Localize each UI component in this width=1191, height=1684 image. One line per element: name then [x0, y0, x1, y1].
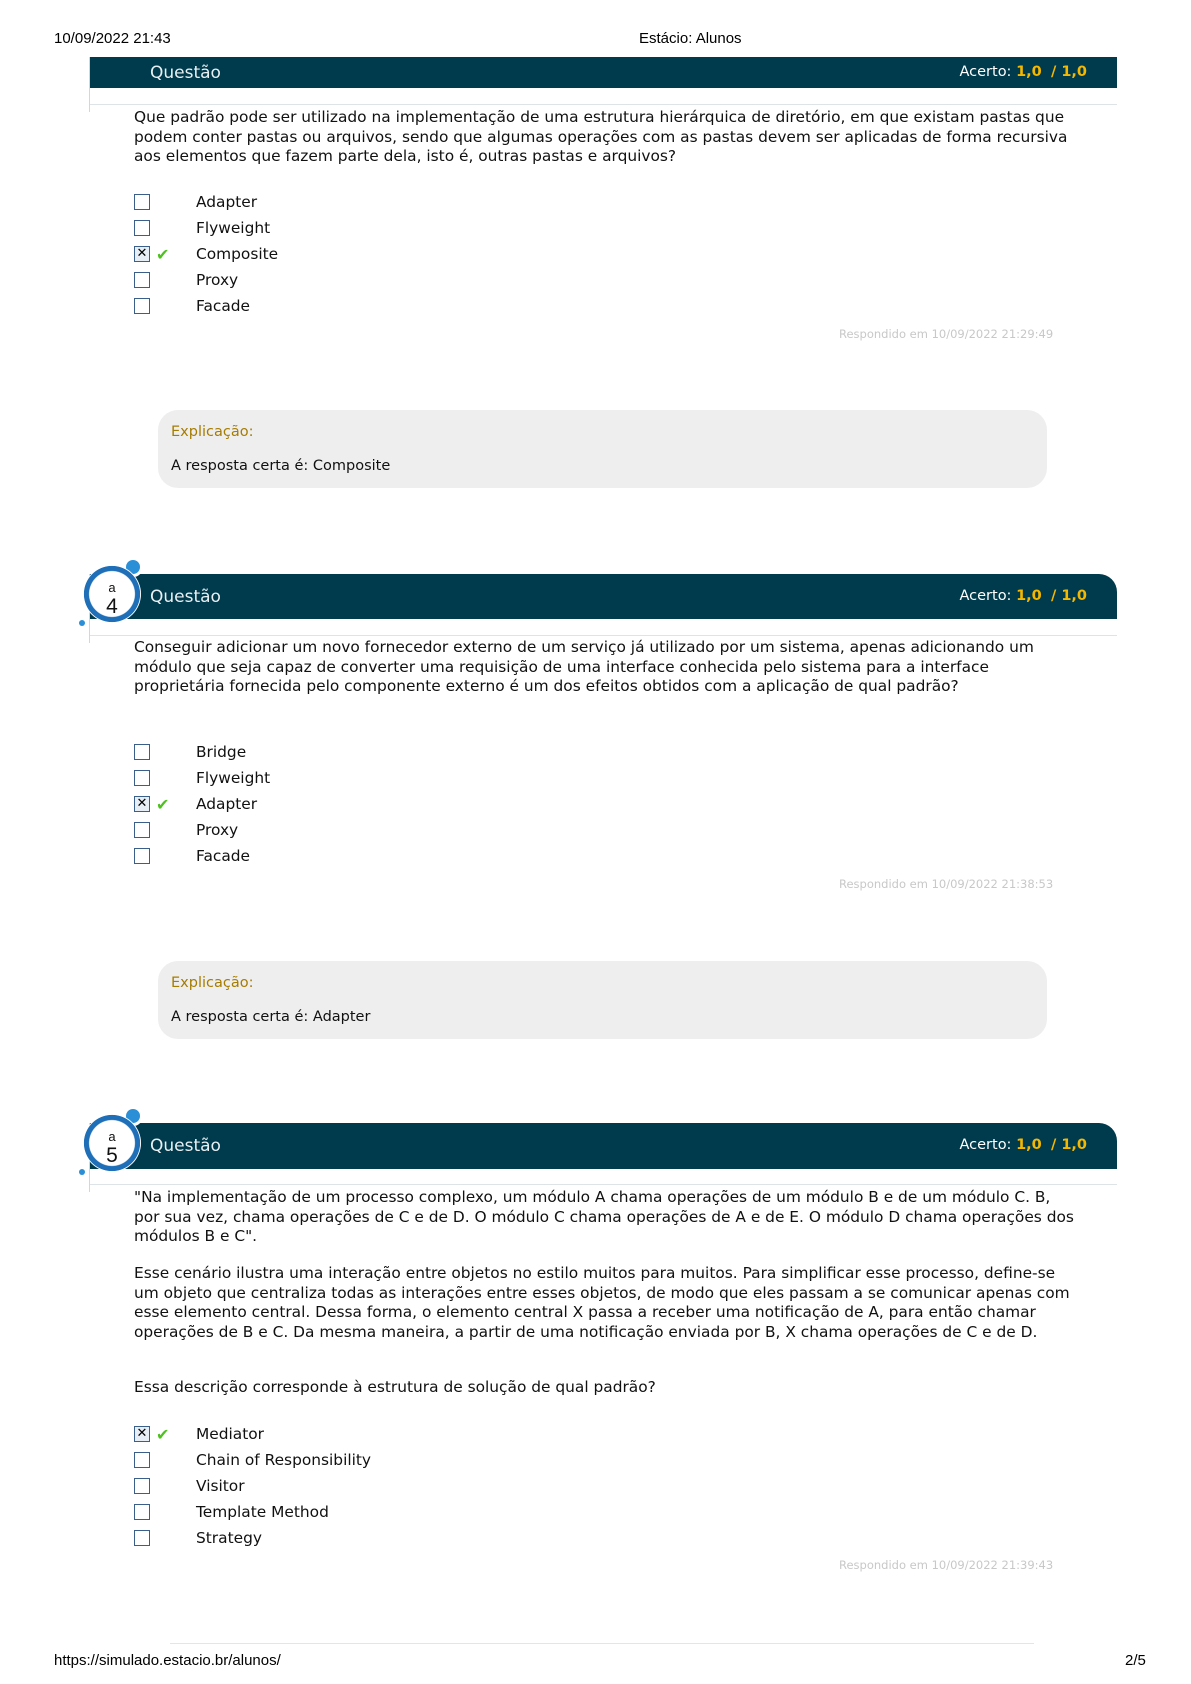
- checkbox[interactable]: [134, 194, 150, 210]
- explanation-box: [158, 410, 1047, 488]
- checkbox[interactable]: [134, 822, 150, 838]
- score-value: 1,0: [1016, 63, 1042, 80]
- checkbox[interactable]: [134, 1504, 150, 1520]
- question-number: 5: [106, 1144, 118, 1167]
- score-label: Acerto:: [959, 63, 1012, 80]
- question-header: [90, 1123, 1117, 1169]
- checkbox[interactable]: [134, 770, 150, 786]
- option-label: Strategy: [196, 1529, 262, 1547]
- option-label: Composite: [196, 245, 279, 263]
- answered-timestamp: Respondido em 10/09/2022 21:39:43: [839, 1558, 1054, 1572]
- divider: [90, 104, 1117, 105]
- score-max: / 1,0: [1050, 63, 1087, 80]
- question-label: Questão: [150, 62, 221, 83]
- checkbox[interactable]: [134, 1530, 150, 1546]
- score-max: / 1,0: [1050, 1137, 1087, 1153]
- option-label: Flyweight: [196, 769, 271, 787]
- explanation-box: [158, 961, 1047, 1039]
- explanation-text: A resposta certa é: Composite: [171, 458, 391, 474]
- question-text: Esse cenário ilustra uma interação entre objetos no estilo muitos para muitos. Para simplificar esse processo, define-se um objeto que centraliza todas as interações entre esses objetos, de modo que eles passam a se comunicar apenas com esse elemento central. Dessa forma, o elemento central X passa a receber uma notificação de A, para então chamar operações de B e C. Da mesma maneira, a partir de uma notificação enviada por B, X chama operações de C e de D.: [134, 1264, 1070, 1341]
- checkbox[interactable]: [134, 1452, 150, 1468]
- option-label: Proxy: [196, 821, 239, 839]
- option-label: Adapter: [196, 193, 258, 211]
- option-label: Mediator: [196, 1425, 265, 1443]
- question-number-badge: [83, 565, 141, 623]
- checkbox[interactable]: [134, 744, 150, 760]
- score-max: / 1,0: [1050, 587, 1087, 604]
- option-label: Chain of Responsibility: [196, 1451, 372, 1469]
- option-label: Facade: [196, 847, 251, 865]
- explanation-text: A resposta certa é: Adapter: [171, 1009, 371, 1025]
- question-number: 4: [106, 595, 118, 618]
- option-label: Bridge: [196, 743, 247, 761]
- explanation-title: Explicação:: [171, 975, 254, 991]
- checkbox[interactable]: [134, 298, 150, 314]
- checked-checkbox[interactable]: ✕: [134, 796, 150, 812]
- print-datetime: 10/09/2022 21:43: [54, 30, 171, 47]
- divider: [90, 1184, 1117, 1185]
- question-header: [90, 57, 1117, 88]
- score: [959, 1137, 1087, 1153]
- option-label: Template Method: [196, 1503, 329, 1521]
- question-text: Que padrão pode ser utilizado na implementação de uma estrutura hierárquica de diretório, em que existam pastas que podem conter pastas ou arquivos, sendo que algumas operações com as pastas devem ser aplicadas de forma recursiva aos elementos que fazem parte dela, isto é, outras pastas e arquivos?: [134, 108, 1068, 165]
- divider: [170, 1643, 1034, 1644]
- correct-check-icon: ✔: [156, 245, 170, 264]
- score-value: 1,0: [1016, 587, 1042, 604]
- question-label: Questão: [150, 1136, 221, 1156]
- score-label: Acerto:: [959, 1137, 1012, 1153]
- question-text: Conseguir adicionar um novo fornecedor externo de um serviço já utilizado por um sistema, apenas adicionando um módulo que seja capaz de converter uma requisição de uma interface conhecida pelo sistema para a interface proprietária fornecida pelo componente externo é um dos efeitos obtidos com a aplicação de qual padrão?: [134, 638, 1034, 695]
- option-label: Flyweight: [196, 219, 271, 237]
- explanation-title: Explicação:: [171, 424, 254, 440]
- answered-timestamp: Respondido em 10/09/2022 21:38:53: [839, 877, 1054, 891]
- checkbox[interactable]: [134, 848, 150, 864]
- option-label: Visitor: [196, 1477, 245, 1495]
- correct-check-icon: ✔: [156, 1425, 170, 1444]
- badge-decoration: [79, 620, 85, 626]
- checked-checkbox[interactable]: ✕: [134, 246, 150, 262]
- checked-checkbox[interactable]: ✕: [134, 1426, 150, 1442]
- question-number-badge: [83, 1114, 141, 1172]
- option-label: Proxy: [196, 271, 239, 289]
- score: [959, 64, 1087, 80]
- score-label: Acerto:: [959, 587, 1012, 604]
- score-value: 1,0: [1016, 1137, 1042, 1153]
- checkbox[interactable]: [134, 1478, 150, 1494]
- print-title: Estácio: Alunos: [639, 30, 742, 47]
- footer-url: https://simulado.estacio.br/alunos/: [54, 1652, 281, 1669]
- footer-page: 2/5: [1125, 1652, 1146, 1669]
- question-ordinal: a: [108, 580, 116, 595]
- badge-decoration: [79, 1169, 85, 1175]
- question-text: "Na implementação de um processo complexo, um módulo A chama operações de um módulo B e de um módulo C. B, por sua vez, chama operações de C e de D. O módulo C chama operações de A e de E. O módulo D chama operações dos módulos B e C".: [134, 1188, 1074, 1245]
- score: [959, 588, 1087, 604]
- question-label: Questão: [150, 586, 221, 607]
- question-text: Essa descrição corresponde à estrutura de solução de qual padrão?: [134, 1378, 656, 1396]
- answered-timestamp: Respondido em 10/09/2022 21:29:49: [839, 327, 1054, 341]
- option-label: Facade: [196, 297, 251, 315]
- correct-check-icon: ✔: [156, 795, 170, 814]
- option-label: Adapter: [196, 795, 258, 813]
- checkbox[interactable]: [134, 220, 150, 236]
- divider: [90, 635, 1117, 636]
- question-header: [90, 574, 1117, 619]
- checkbox[interactable]: [134, 272, 150, 288]
- question-ordinal: a: [108, 1129, 116, 1144]
